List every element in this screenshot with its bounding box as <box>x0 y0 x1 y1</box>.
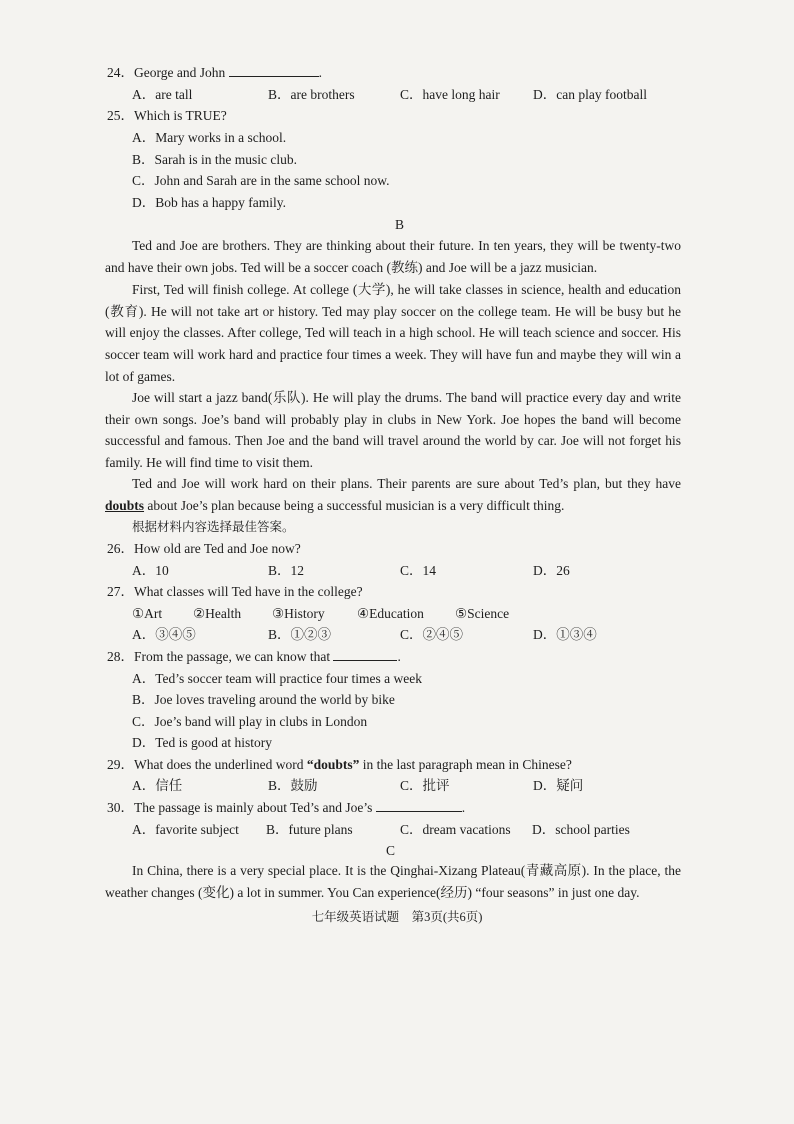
option-d: D．①③④ <box>533 627 597 642</box>
option-c: C．②④⑤ <box>400 627 464 642</box>
answer-blank <box>376 799 462 812</box>
question-29-text-end: in the last paragraph mean in Chinese? <box>359 757 572 772</box>
option-d: D．疑问 <box>533 778 584 793</box>
question-27-stem: 27．What classes will Ted have in the college? <box>107 584 363 599</box>
answer-blank <box>229 64 319 77</box>
option-b: B．①②③ <box>268 627 332 642</box>
option-c: C．批评 <box>400 778 450 793</box>
option-b: B．12 <box>268 563 305 578</box>
option-d: D．26 <box>533 563 570 578</box>
passage-b-paragraph-2: First, Ted will finish college. At college (大学), he will take classes in science, health and education (教育). He will not take art or history. Ted may play soccer on the college team. He will be busy but he will enjoy the classes. After college, Ted will teach in a high school. He will teach science and soccer. His soccer team will work hard and practice four times a week. They will have fun and maybe they will win a lot of games. <box>105 282 681 384</box>
option-b: B．future plans <box>266 822 353 837</box>
question-25-stem: 25．Which is TRUE? <box>107 108 227 123</box>
option-d: D．Bob has a happy family. <box>132 195 286 210</box>
passage-b-paragraph-1: Ted and Joe are brothers. They are thinking about their future. In ten years, they will be twenty-two and have their own jobs. Ted will be a soccer coach (教练) and Joe will be a jazz musician. <box>105 238 681 275</box>
option-c: C．have long hair <box>400 87 500 102</box>
option-b: B．鼓励 <box>268 778 318 793</box>
class-item: ④Education <box>357 606 424 621</box>
option-a: A．Ted’s soccer team will practice four times a week <box>132 671 422 686</box>
option-c: C．John and Sarah are in the same school now. <box>132 173 390 188</box>
option-b: B．are brothers <box>268 87 355 102</box>
option-a: A．Mary works in a school. <box>132 130 287 145</box>
class-item: ①Art <box>132 606 163 621</box>
page-footer: 七年级英语试题 第3页(共6页) <box>311 910 483 924</box>
question-24-stem <box>107 64 322 81</box>
option-d: D．can play football <box>533 87 647 102</box>
option-c: C．Joe’s band will play in clubs in London <box>132 714 368 729</box>
passage-c-paragraph-1: In China, there is a very special place. It is the Qinghai-Xizang Plateau(青藏高原). In the place, the weather changes (变化) a lot in summer. You Can experience(经历) “four seasons” in just one day. <box>105 863 681 900</box>
question-29-text: 29．What does the underlined word <box>107 757 307 772</box>
question-30-text: 30．The passage is mainly about Ted’s and Joe’s <box>107 800 373 815</box>
question-30-end: . <box>461 800 466 815</box>
option-d: D．school parties <box>532 822 630 837</box>
underlined-word-doubts: doubts <box>105 497 145 513</box>
option-c: C．14 <box>400 563 437 578</box>
section-heading-b: B <box>395 217 405 232</box>
question-28-text: 28．From the passage, we can know that <box>107 649 331 664</box>
passage-b-paragraph-4 <box>105 473 681 516</box>
option-a: A．信任 <box>132 778 183 793</box>
option-a: A．③④⑤ <box>132 627 196 642</box>
class-item: ③History <box>272 606 325 621</box>
question-30-stem <box>107 799 465 816</box>
instruction-text: 根据材料内容选择最佳答案。 <box>132 519 295 534</box>
question-28-stem <box>107 648 401 665</box>
paragraph-text: Ted and Joe will work hard on their plans. Their parents are sure about Ted’s plan, but they have <box>132 476 681 491</box>
question-24-end: . <box>318 65 322 80</box>
section-heading-c: C <box>386 843 396 858</box>
class-item: ⑤Science <box>455 606 510 621</box>
question-26-stem: 26．How old are Ted and Joe now? <box>107 541 301 556</box>
question-29-stem <box>107 756 572 773</box>
paragraph-text: about Joe’s plan because being a successful musician is a very difficult thing. <box>144 497 565 513</box>
class-item: ②Health <box>193 606 242 621</box>
answer-blank <box>333 648 397 661</box>
question-29-keyword: “doubts” <box>306 757 360 772</box>
question-28-end: . <box>397 649 401 664</box>
option-a: A．10 <box>132 563 169 578</box>
option-b: B．Joe loves traveling around the world by bike <box>132 692 395 707</box>
question-24-text: 24．George and John <box>107 65 226 80</box>
option-d: D．Ted is good at history <box>132 735 273 750</box>
option-a: A．favorite subject <box>132 822 239 837</box>
option-b: B．Sarah is in the music club. <box>132 152 297 167</box>
option-c: C．dream vacations <box>400 822 511 837</box>
option-a: A．are tall <box>132 87 193 102</box>
passage-b-paragraph-3: Joe will start a jazz band(乐队). He will play the drums. The band will practice every day and write their own songs. Joe’s band will probably play in clubs in New York. Joe hopes the band will become successful and famous. Then Joe and the band will travel around the world by car. Joe will not forget his family. He will find time to visit them. <box>105 390 681 471</box>
